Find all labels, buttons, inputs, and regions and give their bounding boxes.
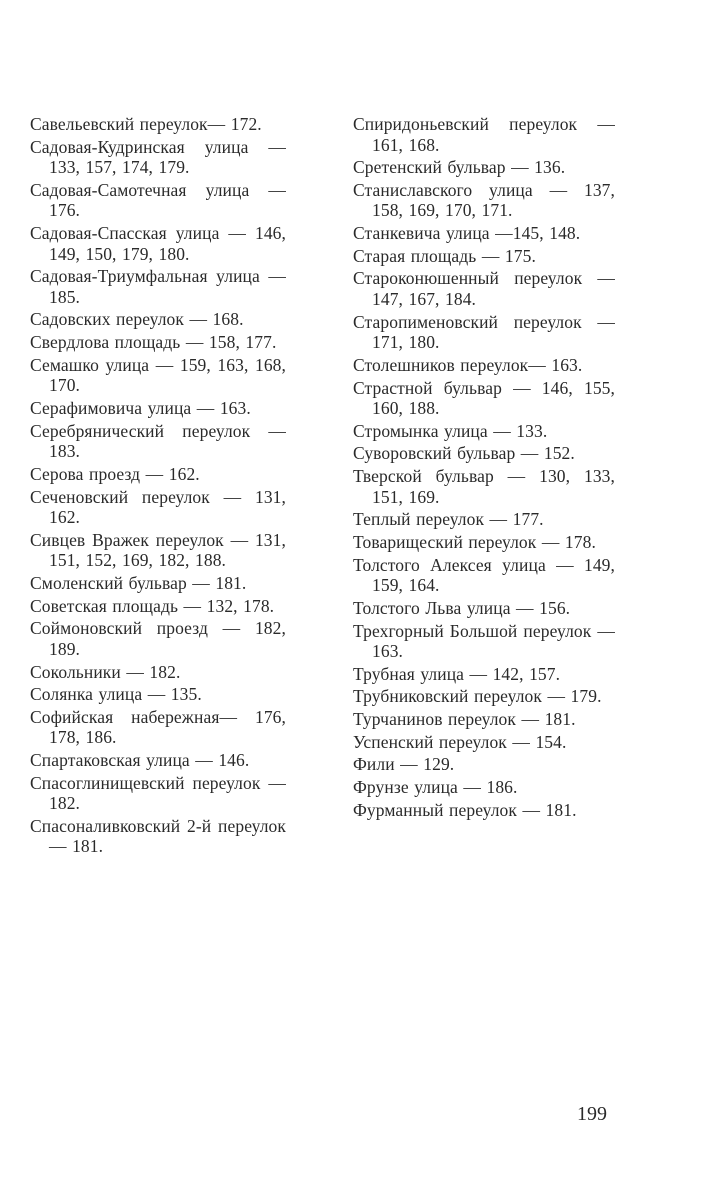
index-entry: Старая площадь — 175. [353, 245, 536, 266]
index-entry: Сеченовский переулок — 131, 162. [30, 486, 286, 528]
index-entry: Садовских переулок — 168. [30, 309, 244, 330]
index-entry: Софийская набережная— 176, 178, 186. [30, 706, 286, 748]
index-entry: Смоленский бульвар — 181. [30, 572, 247, 593]
index-entry: Свердлова площадь — 158, 177. [30, 332, 277, 353]
index-entry: Трехгорный Большой переулок — 163. [353, 620, 615, 661]
index-entry: Старопименовский переулок — 171, 180. [353, 311, 615, 353]
index-entry: Семашко улица — 159, 163, 168, 170. [30, 354, 286, 396]
index-entry: Станиславского улица — 137, 158, 169, 170, 171. [353, 179, 615, 221]
index-entry: Садовая-Спасская улица — 146, 149, 150, 179, 180. [30, 223, 286, 264]
index-entry: Турчанинов переулок — 181. [353, 709, 576, 730]
index-entry: Теплый переулок — 177. [353, 509, 544, 530]
index-entry: Суворовский бульвар — 152. [353, 443, 575, 464]
index-entry: Трубная улица — 142, 157. [353, 663, 561, 684]
index-entry: Фрунзе улица — 186. [353, 777, 518, 798]
index-entry: Советская площадь — 132, 178. [30, 595, 275, 616]
index-entry: Успенский переулок — 154. [353, 731, 567, 752]
index-entry: Спасоналивковский 2-й переулок — 181. [30, 815, 286, 857]
index-entry: Соймоновский проезд — 182, 189. [30, 618, 286, 659]
index-entry: Фили — 129. [353, 754, 455, 775]
index-entry: Столешников переулок— 163. [353, 354, 583, 375]
index-entry: Серебрянический переулок — 183. [30, 420, 286, 462]
index-entry: Спартаковская улица — 146. [30, 750, 250, 771]
index-entry: Страстной бульвар — 146, 155, 160, 188. [353, 377, 615, 418]
index-entry: Солянка улица — 135. [30, 684, 202, 705]
index-entry: Серафимовича улица — 163. [30, 398, 251, 418]
index-entry: Трубниковский переулок — 179. [353, 686, 602, 707]
index-entry: Садовая-Кудринская улица — 133, 157, 174, 179. [30, 136, 286, 178]
index-entry: Садовая-Самотечная улица — 176. [30, 179, 286, 221]
index-entry: Толстого Алексея улица — 149, 159, 164. [353, 554, 615, 596]
index-entry: Товарищеский переулок — 178. [353, 531, 596, 552]
index-entry: Спиридоньевский переулок — 161, 168. [353, 114, 615, 155]
index-entry: Сретенский бульвар — 136. [353, 157, 566, 178]
index-entry: Толстого Льва улица — 156. [353, 597, 571, 618]
index-entry: Садовая-Триумфальная улица — 185. [30, 266, 286, 307]
index-entry: Сивцев Вражек переулок — 131, 151, 152, 169, 182, 188. [30, 529, 286, 571]
index-entry: Серова проезд — 162. [30, 463, 200, 484]
index-entry: Фурманный переулок — 181. [353, 799, 577, 820]
index-entry: Станкевича улица —145, 148. [353, 223, 581, 244]
index-entry: Сокольники — 182. [30, 661, 181, 682]
index-column-right [353, 114, 615, 823]
index-entry: Спасоглинищевский переулок — 182. [30, 772, 286, 814]
index-entry: Стромынка улица — 133. [353, 420, 548, 441]
index-entry: Тверской бульвар — 130, 133, 151, 169. [353, 466, 615, 507]
index-column-left [30, 114, 286, 859]
page-number: 199 [577, 1103, 607, 1125]
index-entry: Савельевский переулок— 172. [30, 114, 262, 134]
index-entry: Староконюшенный переулок — 147, 167, 184. [353, 268, 615, 309]
